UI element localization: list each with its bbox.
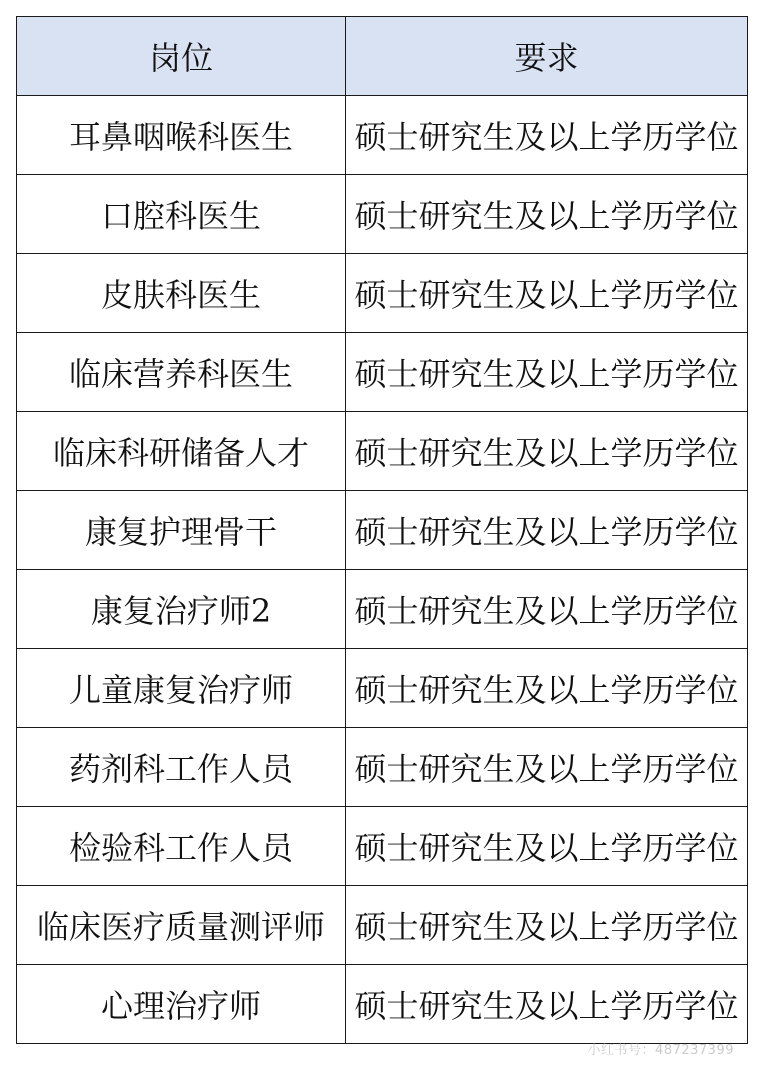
table-row [17,333,748,412]
table-row [17,728,748,807]
table-header [17,17,748,96]
position-cell: 儿童康复治疗师 [17,649,346,728]
requirements-table-wrapper [16,16,748,1044]
header-position: 岗位 [17,17,346,96]
position-cell: 心理治疗师 [17,965,346,1044]
position-cell: 临床医疗质量测评师 [17,886,346,965]
table-row [17,175,748,254]
requirement-cell: 硕士研究生及以上学历学位 [346,570,748,649]
table-row [17,886,748,965]
position-cell: 药剂科工作人员 [17,728,346,807]
requirement-cell: 硕士研究生及以上学历学位 [346,254,748,333]
table-row [17,965,748,1044]
position-cell: 临床科研储备人才 [17,412,346,491]
position-cell: 检验科工作人员 [17,807,346,886]
requirement-cell: 硕士研究生及以上学历学位 [346,728,748,807]
table-body [17,96,748,1044]
table-row [17,649,748,728]
header-row [17,17,748,96]
requirement-cell: 硕士研究生及以上学历学位 [346,649,748,728]
requirement-cell: 硕士研究生及以上学历学位 [346,807,748,886]
requirement-cell: 硕士研究生及以上学历学位 [346,886,748,965]
position-cell: 皮肤科医生 [17,254,346,333]
requirement-cell: 硕士研究生及以上学历学位 [346,96,748,175]
requirement-cell: 硕士研究生及以上学历学位 [346,491,748,570]
requirement-cell: 硕士研究生及以上学历学位 [346,175,748,254]
position-cell: 临床营养科医生 [17,333,346,412]
table-row [17,807,748,886]
table-row [17,254,748,333]
requirement-cell: 硕士研究生及以上学历学位 [346,965,748,1044]
position-cell: 耳鼻咽喉科医生 [17,96,346,175]
table-row [17,491,748,570]
requirement-cell: 硕士研究生及以上学历学位 [346,412,748,491]
requirement-cell: 硕士研究生及以上学历学位 [346,333,748,412]
table-row [17,96,748,175]
watermark: 小红书号：487237399 [587,1043,734,1058]
table-row [17,570,748,649]
table-row [17,412,748,491]
requirements-table [16,16,748,1044]
header-requirement: 要求 [346,17,748,96]
position-cell: 康复治疗师2 [17,570,346,649]
position-cell: 口腔科医生 [17,175,346,254]
position-cell: 康复护理骨干 [17,491,346,570]
